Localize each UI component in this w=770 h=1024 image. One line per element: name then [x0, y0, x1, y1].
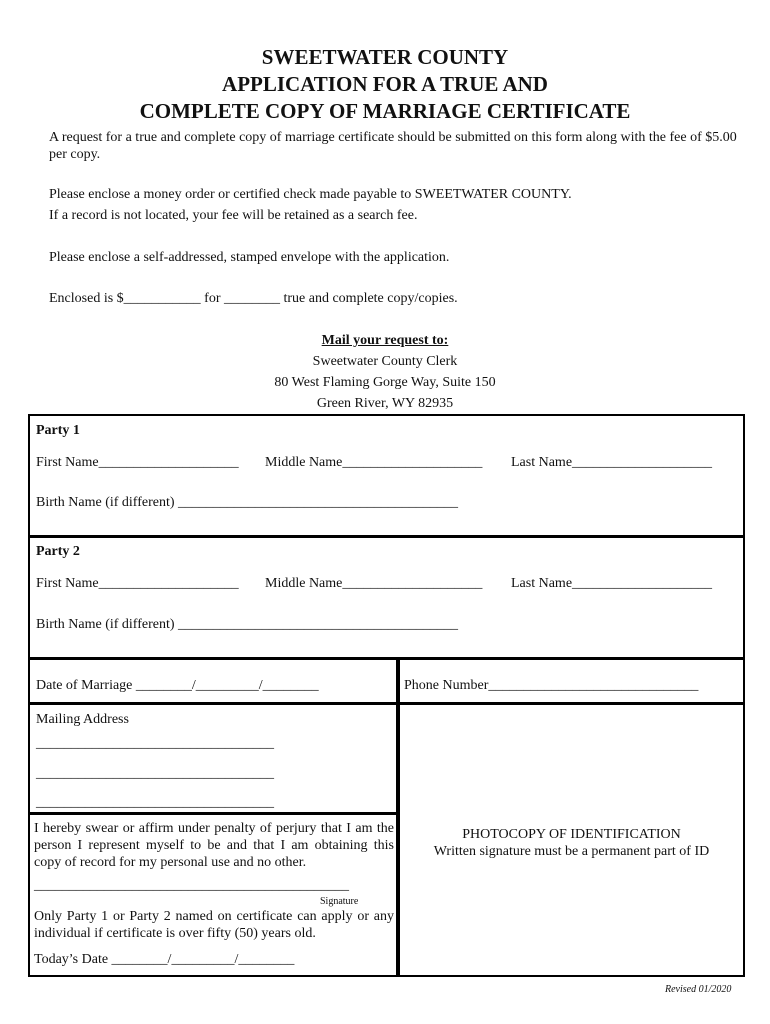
party-2-last-name-field[interactable]: Last Name____________________	[511, 576, 713, 591]
intro-payment-line: Please enclose a money order or certified check made payable to SWEETWATER COUNTY.	[49, 187, 572, 202]
photo-id-section	[398, 703, 745, 977]
phone-number-field[interactable]: Phone Number______________________________	[404, 678, 699, 693]
intro-fee-paragraph: A request for a true and complete copy of marriage certificate should be submitted on this form along with the fee of $5.00 per copy.	[49, 130, 737, 162]
party-2-section	[28, 536, 745, 659]
mailing-address-section	[28, 703, 398, 814]
form-title	[0, 44, 770, 125]
title-line-2: APPLICATION FOR A TRUE AND	[222, 72, 548, 96]
phone-number-section	[398, 658, 745, 704]
revised-date: Revised 01/2020	[665, 984, 732, 995]
party-2-middle-name-field[interactable]: Middle Name____________________	[265, 576, 483, 591]
oath-section	[28, 813, 398, 977]
mailing-address-label: Mailing Address	[36, 712, 129, 727]
party-2-label: Party 2	[36, 544, 80, 559]
intro-search-fee-line: If a record is not located, your fee will be retained as a search fee.	[49, 208, 418, 223]
mail-address-block	[0, 330, 770, 414]
party-2-birth-name-field[interactable]: Birth Name (if different) ________________________________________	[36, 617, 459, 632]
date-of-marriage-section	[28, 658, 398, 704]
party-2-first-name-field[interactable]: First Name____________________	[36, 576, 239, 591]
mail-line-2: 80 West Flaming Gorge Way, Suite 150	[274, 375, 496, 390]
todays-date-field[interactable]: Today’s Date ________/_________/________	[34, 952, 295, 967]
mail-line-1: Sweetwater County Clerk	[312, 354, 458, 369]
title-line-3: COMPLETE COPY OF MARRIAGE CERTIFICATE	[139, 99, 631, 123]
title-line-1: SWEETWATER COUNTY	[261, 45, 509, 69]
party-1-first-name-field[interactable]: First Name____________________	[36, 455, 239, 470]
mailing-address-line-1[interactable]: __________________________________	[36, 736, 274, 751]
mailing-address-line-3[interactable]: __________________________________	[36, 795, 274, 810]
intro-envelope-line: Please enclose a self-addressed, stamped envelope with the application.	[49, 250, 450, 265]
mail-line-3: Green River, WY 82935	[316, 396, 454, 411]
party-1-section	[28, 414, 745, 537]
party-1-middle-name-field[interactable]: Middle Name____________________	[265, 455, 483, 470]
enclosed-amount-field[interactable]: Enclosed is $___________ for ________ true and complete copy/copies.	[49, 291, 458, 306]
eligibility-statement: Only Party 1 or Party 2 named on certificate can apply or any individual if certificate is over fifty (50) years old.	[34, 909, 394, 941]
signature-label: Signature	[320, 896, 359, 907]
photo-id-title: PHOTOCOPY OF IDENTIFICATION	[462, 827, 681, 842]
party-1-birth-name-field[interactable]: Birth Name (if different) ________________________________________	[36, 495, 459, 510]
party-1-last-name-field[interactable]: Last Name____________________	[511, 455, 713, 470]
date-of-marriage-field[interactable]: Date of Marriage ________/_________/________	[36, 678, 319, 693]
mail-heading: Mail your request to:	[321, 333, 449, 348]
signature-line[interactable]: _____________________________________________	[34, 878, 349, 893]
party-1-label: Party 1	[36, 423, 80, 438]
oath-statement: I hereby swear or affirm under penalty of perjury that I am the person I represent myself to be and that I am obtaining this copy of record for my personal use and no other.	[34, 821, 394, 870]
photo-id-note: Written signature must be a permanent part of ID	[433, 844, 710, 859]
mailing-address-line-2[interactable]: __________________________________	[36, 766, 274, 781]
